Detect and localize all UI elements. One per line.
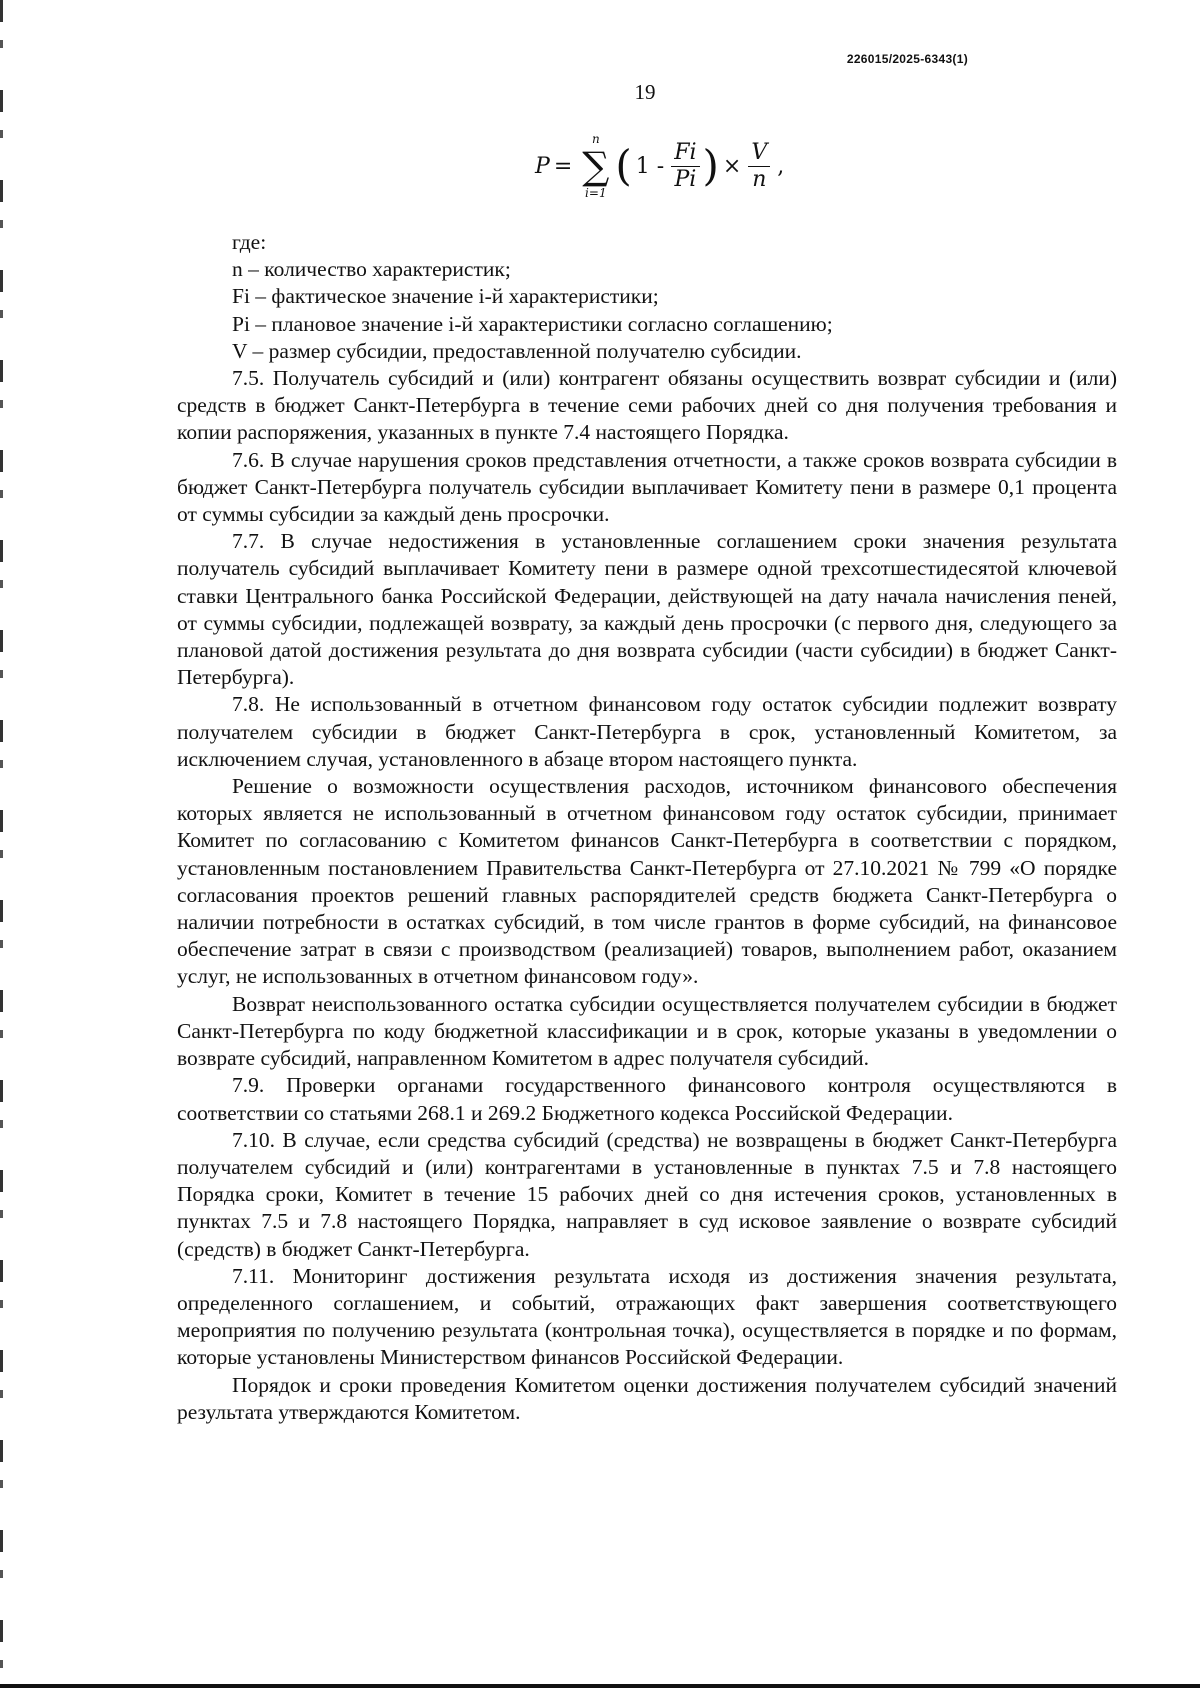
paragraph-7-11: 7.11. Мониторинг достижения результата исходя из достижения значения результата, определенного соглашением, и событий, отражающих факт завершения соответствующего мероприятия по получению результата (контрольная точка), осуществляется в порядке и по формам, которые установлены Министерством финансов Российской Федерации.	[177, 1263, 1117, 1370]
definition-fi: Fi – фактическое значение i-й характеристики;	[232, 284, 659, 309]
document-body	[177, 229, 1117, 1426]
paragraph-7-9: 7.9. Проверки органами государственного финансового контроля осуществляются в соответствии со статьями 268.1 и 269.2 Бюджетного кодекса Российской Федерации.	[177, 1073, 1117, 1125]
page-number: 19	[634, 80, 656, 104]
formula-times: ×	[722, 153, 742, 179]
definition-v: V – размер субсидии, предоставленной получателю субсидии.	[232, 338, 802, 363]
where-label: где:	[232, 230, 267, 254]
formula	[535, 126, 788, 206]
definition-n: n – количество характеристик;	[232, 257, 511, 282]
paragraph-7-8-return: Возврат неиспользованного остатка субсидии осуществляется получателем субсидии в бюджет Санкт-Петербурга по коду бюджетной классификации и в срок, которые указаны в уведомлении о возврате субсидий, направленном Комитетом в адрес получателя субсидий.	[177, 991, 1117, 1071]
fraction-denominator-n: n	[752, 166, 767, 192]
document-id: 226015/2025-6343(1)	[846, 52, 968, 66]
paragraph-7-11-order: Порядок и сроки проведения Комитетом оценки достижения получателем субсидий значений результата утверждаются Комитетом.	[177, 1372, 1117, 1424]
formula-lhs: P	[535, 153, 550, 179]
sum-lower-limit: i=1	[585, 186, 607, 200]
paragraph-7-10: 7.10. В случае, если средства субсидий (средства) не возвращены в бюджет Санкт-Петербурга получателем субсидий и (или) контрагентами в установленные в пунктах 7.5 и 7.8 настоящего Порядка сроки, Комитет в течение 15 рабочих дней со дня истечения сроков, установленных в пунктах 7.5 и 7.8 настоящего Порядка, направляет в суд исковое заявление о возврате субсидий (средств) в бюджет Санкт-Петербурга.	[177, 1127, 1117, 1261]
fraction-numerator-fi: Fi	[671, 140, 699, 167]
formula-sum	[582, 132, 609, 200]
sigma-symbol: ∑	[582, 144, 610, 188]
fraction-denominator-pi: Pi	[674, 166, 697, 192]
left-paren: (	[615, 141, 632, 190]
paragraph-7-5: 7.5. Получатель субсидий и (или) контрагент обязаны осуществить возврат субсидии и (или) средств в бюджет Санкт-Петербурга в течение семи рабочих дней со дня получения требования и копии распоряжения, указанных в пункте 7.4 настоящего Порядка.	[177, 366, 1117, 445]
paragraph-7-6: 7.6. В случае нарушения сроков представления отчетности, а также сроков возврата субсидии в бюджет Санкт-Петербурга получатель субсидии выплачивает Комитету пени в размере 0,1 процента от суммы субсидии за каждый день просрочки.	[177, 447, 1117, 527]
scan-edge-left	[0, 0, 3, 1688]
sum-upper-limit: n	[591, 132, 600, 146]
formula-comma: ,	[777, 153, 785, 179]
formula-equals: =	[553, 153, 573, 179]
paragraph-7-8-decision: Решение о возможности осуществления расходов, источником финансового обеспечения которых является не использованный в отчетном финансовом году остаток субсидии, принимает Комитет по согласованию с Комитетом финансов Санкт-Петербурга в соответствии с порядком, установленным постановлением Правительства Санкт-Петербурга от 27.10.2021 № 799 «О порядке согласования проектов решений главных распорядителей средств бюджета Санкт-Петербурга о наличии потребности в остатках субсидий, в том числе грантов в форме субсидий, на финансовое обеспечение затрат в связи с производством (реализацией) товаров, выполнением работ, оказанием услуг, не использованных в отчетном финансовом году».	[177, 774, 1117, 989]
fraction-fi-pi	[671, 140, 699, 193]
formula-one-minus: 1 -	[635, 153, 665, 179]
fraction-numerator-v: V	[748, 140, 770, 167]
fraction-v-n	[748, 140, 770, 193]
paragraph-7-8: 7.8. Не использованный в отчетном финансовом году остаток субсидии подлежит возврату получателем субсидии в бюджет Санкт-Петербурга в срок, установленный Комитетом, за исключением случая, установленного в абзаце втором настоящего пункта.	[177, 692, 1117, 771]
right-paren: )	[702, 141, 719, 190]
paragraph-7-7: 7.7. В случае недостижения в установленные соглашением сроки значения результата получатель субсидий выплачивает Комитету пени в размере одной трехсотшестидесятой ключевой ставки Центрального банка Российской Федерации, действующей на дату начала начисления пеней, от суммы субсидии, подлежащей возврату, за каждый день просрочки (с первого дня, следующего за плановой датой достижения результата до дня возврата субсидии (части субсидии) в бюджет Санкт-Петербурга).	[177, 529, 1117, 690]
definition-pi: Pi – плановое значение i-й характеристики согласно соглашению;	[232, 311, 833, 336]
scan-edge-bottom	[0, 1684, 1200, 1688]
